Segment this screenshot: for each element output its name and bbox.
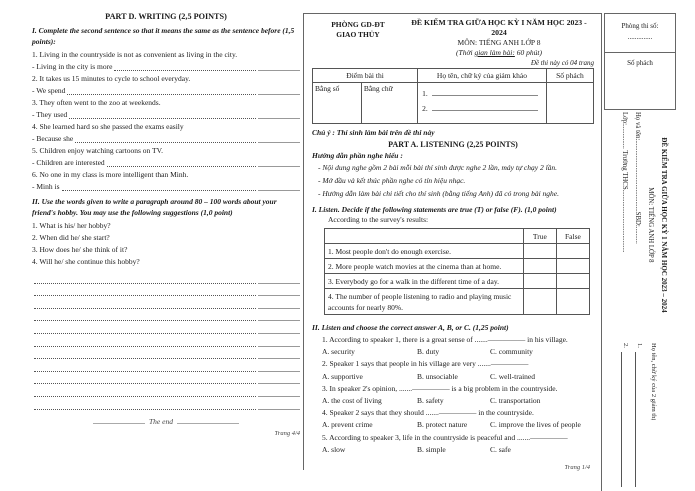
part-a-title: PART A. LISTENING (2,25 POINTS) [388, 140, 518, 149]
dotted-rule [34, 311, 256, 321]
dotted-rule [34, 337, 256, 347]
dash-blank [258, 133, 300, 143]
examiner-line-1 [422, 87, 542, 98]
exam-header [312, 18, 594, 58]
proctor-line-1 [632, 343, 646, 491]
dotted-rule [34, 362, 256, 372]
rewrite-2-text: - We spend [32, 86, 66, 95]
rewrite-5 [32, 157, 300, 169]
writing-area [32, 273, 300, 412]
signature-rule [432, 102, 538, 111]
options-5 [312, 444, 594, 456]
exam-room-label: Phòng thi số: [621, 22, 659, 30]
dash-rule [258, 311, 300, 321]
sidebar-exam-title: ĐỀ KIỂM TRA GIỮA HỌC KỲ 1 NĂM HỌC 2023 – 2024 [660, 137, 668, 313]
examiner-2-label: 2. [422, 104, 428, 113]
exam-title-block [404, 18, 594, 58]
rewrite-6-text: - Minh is [32, 182, 60, 191]
option-5c: C. safe [490, 444, 511, 454]
proctor-line-2 [618, 343, 632, 491]
score-words-cell: Bằng chữ [361, 83, 417, 124]
sidebar-info-box [604, 13, 676, 110]
tf-row-3 [325, 274, 590, 289]
tf-false-cell [556, 259, 589, 274]
instruction-3: - Hướng dẫn làm bài chi tiết cho thí sinh (bằng tiếng Anh) đã có trong bài nghe. [318, 189, 559, 198]
tf-row-1 [325, 244, 590, 259]
exam-note: Chú ý : Thí sinh làm bài trên đề thi này [312, 128, 435, 137]
dash-rule [258, 362, 300, 372]
dotted-rule [34, 400, 256, 410]
writing-line [32, 286, 300, 299]
issuing-office [312, 18, 404, 58]
tf-statement-4: 4. The number of people listening to radio and playing music accounts for nearly 80%. [325, 289, 524, 315]
question-5: 5. According to speaker 3, life in the countryside is peaceful and .......————— [322, 432, 568, 442]
option-5a: A. slow [322, 444, 346, 454]
dash-rule [258, 337, 300, 347]
option-1b: B. duty [417, 347, 440, 357]
option-2c: C. well-trained [490, 371, 535, 381]
instructions-heading: Hướng dẫn phần nghe hiểu : [312, 151, 403, 160]
question-1: 1. According to speaker 1, there is a great sense of .......————— in his village. [322, 335, 568, 344]
exam-room-cell [605, 14, 675, 53]
exam-title: ĐỀ KIỂM TRA GIỮA HỌC KỲ I NĂM HỌC 2023 - 2024 [411, 18, 587, 37]
office-line2: GIAO THỦY [336, 30, 380, 39]
rewrite-6 [32, 181, 300, 193]
tf-true-cell [523, 259, 556, 274]
writing-line [32, 374, 300, 387]
sidebar-student-block [614, 112, 670, 338]
option-3c: C. transportation [490, 396, 541, 406]
task1-subheading: According to the survey's results: [328, 215, 429, 224]
end-rule-left [93, 415, 145, 424]
examiner-line-2 [422, 102, 542, 113]
sidebar-proctor-block [612, 343, 660, 491]
sentence-1: 1. Living in the countryside is not as convenient as living in the city. [32, 50, 238, 59]
left-page-number: Trang 4/4 [274, 429, 300, 437]
exam-duration [404, 48, 594, 58]
section2-heading: II. Use the words given to write a paragraph around 80 – 100 words about your friend's hobby. You may use the following suggestions (1,0 point) [32, 197, 277, 217]
dotted-rule [34, 349, 256, 359]
dotted-blank [67, 85, 256, 95]
rotated-student-text [614, 112, 670, 338]
rewrite-1-text: - Living in the city is more [32, 62, 113, 71]
dotted-blank [62, 181, 256, 191]
sidebar-class-line: Lớp:.............. Trường THCS..................................... [621, 112, 628, 253]
dotted-blank [114, 61, 256, 71]
sidebar-name-line: Họ và tên:..........................................SBD:.......... [634, 112, 641, 244]
writing-line [32, 361, 300, 374]
code-header-cell: Số phách [546, 69, 593, 83]
sentence-4: 4. She learned hard so she passed the exams easily [32, 122, 184, 131]
dash-rule [258, 274, 300, 284]
pages-note: Đề thi này có 04 trang [530, 59, 594, 67]
rewrite-3 [32, 109, 300, 121]
proctor-signature-rule [621, 352, 630, 487]
exam-room-dots: .............. [627, 33, 653, 41]
sidebar-subject: MÔN: TIẾNG ANH LỚP 8 [647, 187, 654, 263]
tf-statement-2: 2. More people watch movies at the cinema than at home. [325, 259, 524, 274]
option-4b: B. protect nature [417, 420, 468, 430]
proctor-2-label: 2. [622, 343, 629, 348]
dash-rule [258, 286, 300, 296]
signature-rule [432, 87, 538, 96]
tf-false-cell [556, 289, 589, 315]
rewrite-1 [32, 61, 300, 73]
examiner-signature-cell [418, 83, 547, 124]
task2-heading: II. Listen and choose the correct answer A, B, or C. (1,25 point) [312, 323, 509, 332]
part-d-title: PART D. WRITING (2,5 POINTS) [105, 12, 227, 21]
sentence-6: 6. No one in my class is more intelligent than Minh. [32, 170, 189, 179]
dash-blank [258, 157, 300, 167]
duration-underlined: gian làm bài: [474, 48, 515, 57]
dotted-rule [34, 299, 256, 309]
options-4 [312, 419, 594, 431]
dash-rule [258, 299, 300, 309]
option-4c: C. improve the lives of people [490, 420, 581, 430]
left-page [32, 12, 300, 437]
dotted-blank [75, 133, 256, 143]
fold-cut-line [601, 13, 602, 491]
rotated-proctor-text [612, 343, 660, 491]
options-1 [312, 346, 594, 358]
score-number-cell: Bằng số [313, 83, 362, 124]
right-page [303, 13, 601, 470]
suggestion-1: 1. What is his/ her hobby? [32, 221, 111, 230]
writing-line [32, 273, 300, 286]
score-table-header-row [313, 69, 594, 83]
question-4: 4. Speaker 2 says that they should .......————— in the countryside. [322, 408, 534, 418]
dotted-rule [34, 374, 256, 384]
rewrite-5-text: - Children are interested [32, 158, 105, 167]
dash-blank [258, 61, 300, 71]
writing-line [32, 298, 300, 311]
rewrite-2 [32, 85, 300, 97]
option-2b: B. unsociable [417, 371, 458, 381]
option-3a: A. the cost of living [322, 396, 382, 406]
sentence-5: 5. Children enjoy watching cartoons on TV. [32, 146, 163, 155]
tf-true-cell [523, 289, 556, 315]
suggestion-4: 4. Will he/ she continue this hobby? [32, 257, 140, 266]
duration-post: 60 phút) [514, 48, 542, 57]
tf-row-2 [325, 259, 590, 274]
writing-line [32, 386, 300, 399]
writing-line [32, 349, 300, 362]
option-3b: B. safety [417, 396, 444, 406]
dash-rule [258, 387, 300, 397]
tf-header-row [325, 229, 590, 244]
option-5b: B. simple [417, 444, 446, 454]
option-1a: A. security [322, 347, 355, 357]
writing-line [32, 323, 300, 336]
dash-blank [258, 181, 300, 191]
rewrite-3-text: - They used [32, 110, 68, 119]
dotted-rule [34, 274, 256, 284]
right-page-number: Trang 1/4 [564, 464, 590, 472]
proctor-label: Họ tên, chữ ký của 2 giám thị [650, 343, 657, 421]
tf-false-cell [556, 244, 589, 259]
section1-heading: I. Complete the second sentence so that it means the same as the sentence before (1,5 points): [32, 26, 295, 46]
instruction-1: - Nội dung nghe gồm 2 bài mỗi bài thí sinh được nghe 2 lần, máy tự chạy 2 lần. [318, 163, 558, 172]
tf-true-header: True [523, 229, 556, 244]
writing-line [32, 336, 300, 349]
dash-rule [258, 324, 300, 334]
option-4a: A. prevent crime [322, 420, 373, 430]
the-end-label: The end [149, 416, 173, 426]
tf-row-4 [325, 289, 590, 315]
suggestion-2: 2. When did he/ she start? [32, 233, 110, 242]
tf-true-cell [523, 244, 556, 259]
score-table [312, 68, 594, 124]
question-3: 3. In speaker 2's opinion, .......————— is a big problem in the countryside. [322, 383, 558, 393]
score-header-cell: Điểm bài thi [313, 69, 418, 83]
examiner-header-cell: Họ tên, chữ ký của giám khảo [418, 69, 547, 83]
tf-false-header: False [556, 229, 589, 244]
code-number-cell: Số phách [627, 59, 653, 67]
tf-true-cell [523, 274, 556, 289]
dotted-rule [34, 286, 256, 296]
rewrite-4 [32, 133, 300, 145]
tf-statement-3: 3. Everybody go for a walk in the different time of a day. [325, 274, 524, 289]
the-end-row [32, 415, 300, 426]
option-1c: C. community [490, 347, 533, 357]
dash-rule [258, 349, 300, 359]
dotted-blank [107, 157, 256, 167]
dotted-blank [69, 109, 256, 119]
tf-statement-header [325, 229, 524, 244]
options-3 [312, 395, 594, 407]
examiner-1-label: 1. [422, 89, 428, 98]
tf-false-cell [556, 274, 589, 289]
dash-rule [258, 400, 300, 410]
exam-subject: MÔN: TIẾNG ANH LỚP 8 [457, 38, 541, 47]
rewrite-4-text: - Because she [32, 134, 74, 143]
end-rule-right [177, 415, 239, 424]
sentence-3: 3. They often went to the zoo at weekends. [32, 98, 161, 107]
tf-statement-1: 1. Most people don't do enough exercise. [325, 244, 524, 259]
proctor-signature-rule [635, 352, 644, 487]
sentence-2: 2. It takes us 15 minutes to cycle to school everyday. [32, 74, 191, 83]
option-2a: A. supportive [322, 371, 363, 381]
true-false-table [324, 228, 590, 315]
dash-blank [258, 85, 300, 95]
question-2: 2. Speaker 1 says that people in his village are very .......————— [322, 359, 529, 369]
score-table-body-row [313, 83, 594, 124]
dotted-rule [34, 324, 256, 334]
code-cell [546, 83, 593, 124]
proctor-1-label: 1. [636, 343, 643, 348]
instruction-2: - Mở đầu và kết thúc phần nghe có tín hiệu nhạc. [318, 176, 466, 185]
dash-rule [258, 374, 300, 384]
task1-heading: I. Listen. Decide if the following statements are true (T) or false (F). (1,0 point) [312, 205, 557, 214]
dash-blank [258, 109, 300, 119]
duration-pre: (Thời [456, 48, 475, 57]
dotted-rule [34, 387, 256, 397]
writing-line [32, 399, 300, 412]
writing-line [32, 311, 300, 324]
options-2 [312, 371, 594, 383]
office-line1: PHÒNG GD-ĐT [331, 20, 385, 29]
suggestion-3: 3. How does he/ she think of it? [32, 245, 128, 254]
